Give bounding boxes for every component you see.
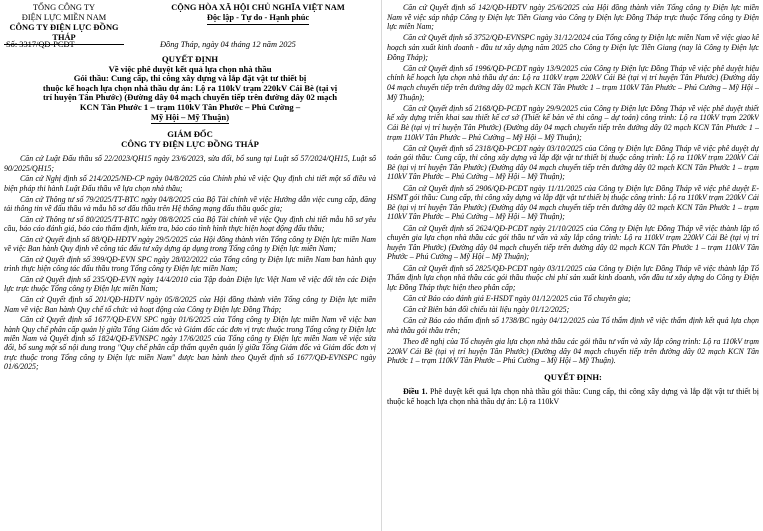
legal-basis-paragraph: Căn cứ Thông tư số 79/2025/TT-BTC ngày 04/8/2025 của Bộ Tài chính về việc Hướng dẫn việc cung cấp, đăng tải thông tin về đấu thầu và mẫu hồ sơ đấu thầu trên Hệ thống mạng đấu thầu quốc gia; xyxy=(4,194,376,213)
legal-basis-paragraph: Căn cứ Quyết định số 2624/QĐ-PCĐT ngày 21/10/2025 của Công ty Điện lực Đồng Tháp về việc thành lập tổ chuyên gia lựa chọn nhà thầu các gói thầu tư vấn và xây lắp công trình: Lộ ra 110kV trạm 220kV Cái Bè (tại vị trí huyện Tân Phước) (Đường dây 04 mạch chuyển tiếp trên đường dây 02 mạch KCN Tân Phước 1 – trạm 110kV Tân Phước – Phú Cường – Mỹ Hội – Mỹ Thuận); xyxy=(387,223,759,262)
legal-basis-paragraph: Căn cứ Quyết định số 1996/QĐ-PCĐT ngày 13/9/2025 của Công ty Điện lực Đồng Tháp về việc phê duyệt hiệu chỉnh kế hoạch lựa chọn nhà thầu dự án: Lộ ra 110kV trạm 220kV Cái Bè (tại vị trí huyện Tân Phước) (Đường dây 04 mạch chuyển tiếp trên đường dây 02 mạch KCN Tân Phước 1 – trạm 110kV Tân Phước – Phú Cường – Mỹ Hội – Mỹ Thuận); xyxy=(387,63,759,102)
decision-heading: QUYẾT ĐỊNH: xyxy=(544,371,602,382)
authority-title: GIÁM ĐỐC xyxy=(167,129,213,140)
legal-basis-paragraph: Căn cứ Quyết định số 2825/QĐ-PCĐT ngày 03/11/2025 của Công ty Điện lực Đồng Tháp về việc thành lập Tổ Thẩm định lựa chọn nhà thầu các gói thầu thuộc chi phí sản xuất kinh doanh, vốn đầu tư xây dựng do Công ty Điện lực Đồng Tháp thực hiện theo phân cấp; xyxy=(387,263,759,292)
document-number: Số: 3317/QĐ-PCĐT xyxy=(6,40,75,49)
article-1-label: Điều 1. xyxy=(403,386,428,396)
legal-basis-paragraph: Căn cứ Quyết định số 235/QĐ-EVN ngày 14/4/2010 của Tập đoàn Điện lực Việt Nam về việc đổi tên các Điện lực trực thuộc Tổng công ty Điện lực miền Nam; xyxy=(4,275,376,294)
issuing-org-block xyxy=(4,3,124,45)
org-parent-2: ĐIỆN LỰC MIỀN NAM xyxy=(21,13,107,22)
legal-basis-paragraph: Căn cứ Quyết định số 3752/QĐ-EVNSPC ngày 31/12/2024 của Tổng công ty Điện lực miền Nam về việc giao kế hoạch sản xuất kinh doanh - đầu tư xây dựng năm 2025 cho Công ty Điện lực Tiền Giang (nay là Công ty Điện lực Đồng Tháp); xyxy=(387,33,759,62)
legal-basis-paragraph: Căn cứ Nghị định số 214/2025/NĐ-CP ngày 04/8/2025 của Chính phủ về việc Quy định chi tiết một số điều và biện pháp thi hành Luật Đấu thầu về lựa chọn nhà thầu; xyxy=(4,174,376,193)
legal-basis-paragraph: Căn cứ Biên bản đối chiếu tài liệu ngày 01/12/2025; xyxy=(403,305,570,315)
document-type: QUYẾT ĐỊNH xyxy=(161,54,219,64)
article-1 xyxy=(387,387,759,406)
legal-basis-paragraph: Căn cứ Báo cáo thẩm định số 1738/BC ngày 04/12/2025 của Tổ thẩm định về việc thẩm định kết quả lựa chọn nhà thầu gói thầu trên; xyxy=(387,316,759,335)
org-parent: TỔNG CÔNG TY xyxy=(32,3,96,12)
legal-basis-paragraph: Căn cứ Quyết định số 399/QĐ-EVN SPC ngày 28/02/2022 của Tổng công ty Điện lực miền Nam ban hành quy trình thực hiện công tác đấu thầu trong Tổng công ty Điện lực miền Nam; xyxy=(4,254,376,274)
authority-org: CÔNG TY ĐIỆN LỰC ĐỒNG THÁP xyxy=(121,138,259,149)
legal-basis-paragraph: Căn cứ Luật Đấu thầu số 22/2023/QH15 ngày 23/6/2023, sửa đổi, bổ sung tại Luật số 57/2024/QH15, Luật số 90/2025/QH15; xyxy=(4,154,376,173)
title-line: Về việc phê duyệt kết quả lựa chọn nhà thầu xyxy=(108,63,272,74)
legal-basis-paragraph: Căn cứ Quyết định số 201/QĐ-HĐTV ngày 05/8/2025 của Hội đồng thành viên Tổng công ty Điện lực miền Nam về việc Ban hành Quy chế tổ chức và hoạt động của Công ty Điện lực Đồng Tháp; xyxy=(4,295,376,314)
right-page xyxy=(387,0,759,531)
title-line: trí huyện Tân Phước) (Đường dây 04 mạch chuyển tiếp trên đường dây 02 mạch xyxy=(42,92,338,103)
org-name: CÔNG TY ĐIỆN LỰC ĐỒNG THÁP xyxy=(4,23,124,45)
legal-basis-paragraph: Căn cứ Quyết định số 88/QĐ-HĐTV ngày 29/5/2025 của Hội đồng thành viên Tổng công ty Điện lực miền Nam về việc Ban hành Quy định về công tác đấu tư xây dựng áp dụng trong Tổng công ty Điện lực miền Nam; xyxy=(4,234,376,254)
title-line: Gói thầu: Cung cấp, thi công xây dựng và lắp đặt vật tư thiết bị xyxy=(73,73,307,84)
legal-basis-paragraph: Căn cứ Quyết định số 2318/QĐ-PCĐT ngày 03/10/2025 của Công ty Điện lực Đồng Tháp về việc phê duyệt dự toán gói thầu: Cung cấp, thi công xây dựng và lắp đặt vật tư thiết bị thuộc công trình: Lộ ra 110kV trạm 220kV Cái Bè (tại vị trí huyện Tân Phước) (Đường dây 04 mạch chuyển tiếp trên đường dây 02 mạch KCN Tân Phước 1 – trạm 110kV Tân Phước – Phú Cường – Mỹ Hội – Mỹ Thuận); xyxy=(387,143,759,182)
place-and-date: Đồng Tháp, ngày 04 tháng 12 năm 2025 xyxy=(160,40,296,49)
national-header-block xyxy=(140,3,376,25)
legal-basis-paragraph: Căn cứ Báo cáo đánh giá E-HSDT ngày 01/12/2025 của Tổ chuyên gia; xyxy=(403,293,631,303)
page-divider xyxy=(381,0,382,531)
legal-basis-paragraph: Căn cứ Quyết định số 1677/QĐ-EVN SPC ngày 01/6/2025 của Tổng công ty Điện lực miền Nam về việc ban hành Quy chế phân cấp quản lý giữa Tổng Giám đốc và Giám đốc các đơn vị trực thuộc trong Tổng công ty Điện lực miền Nam và Quyết định số 1824/QĐ-EVNSPC ngày 17/6/2025 của Tổng công ty Điện lực miền Nam về việc sửa đổi, bổ sung một số nội dung trong "Quy chế phân cấp thẩm quyền quản lý giữa Tổng Giám đốc và Giám đốc đơn vị trực thuộc trong Tổng công ty Điện lực miền Nam" được ban hành theo Quyết định số 1677/QĐ-EVNSPC ngày 01/6/2025; xyxy=(4,315,376,372)
document-header xyxy=(4,0,376,40)
legal-basis-paragraph: Căn cứ Thông tư số 80/2025/TT-BTC ngày 08/8/2025 của Bộ Tài chính về việc Quy định chi tiết mẫu hồ sơ yêu cầu, báo cáo đánh giá, báo cáo thẩm định, kiểm tra, báo cáo tình hình thực hiện hoạt động đấu thầu; xyxy=(4,214,376,234)
left-page xyxy=(4,0,376,531)
article-1-text: Phê duyệt kết quả lựa chọn nhà thầu gói thầu: Cung cấp, thi công xây dựng và lắp đặt vật tư thiết bị thuộc kế hoạch lựa chọn nhà thầu dự án: Lộ ra 110kV xyxy=(387,386,759,406)
national-motto: Độc lập - Tự do - Hạnh phúc xyxy=(207,13,309,25)
title-line: thuộc kế hoạch lựa chọn nhà thầu dự án: Lộ ra 110kV trạm 220kV Cái Bè (tại vị xyxy=(42,82,338,93)
legal-basis-paragraph: Căn cứ Quyết định số 142/QĐ-HĐTV ngày 25/6/2025 của Hội đồng thành viên Tổng công ty Điện lực miền Nam về việc sáp nhập Công ty Điện lực Tiền Giang vào Công ty Điện lực Đồng Tháp trực thuộc Tổng công ty Điện lực miền Nam; xyxy=(387,3,759,32)
legal-basis-paragraph: Theo đề nghị của Tổ chuyên gia lựa chọn nhà thầu các gói thầu tư vấn và xây lắp công trình: Lộ ra 110kV trạm 220kV Cái Bè (tại vị trí huyện Tân Phước) (Đường dây 04 mạch chuyển tiếp trên đường dây 02 mạch KCN Tân Phước 1 – trạm 110kV Tân Phước – Phú Cường – Mỹ Hội – Mỹ Thuận). xyxy=(387,337,759,366)
title-line: KCN Tân Phước 1 – trạm 110kV Tân Phước – Phú Cường – xyxy=(79,101,301,112)
legal-basis-paragraph: Căn cứ Quyết định số 2168/QĐ-PCĐT ngày 29/9/2025 của Công ty Điện lực Đồng Tháp về việc phê duyệt thiết kế xây dựng triển khai sau thiết kế cơ sở (Thiết kế bản vẽ thi công – dự toán) công trình: Lộ ra 110kV trạm 220kV Cái Bè (tại vị trí huyện Tân Phước) (Đường dây 04 mạch chuyển tiếp trên đường dây 02 mạch KCN Tân Phước 1 – trạm 110kV Tân Phước – Phú Cường – Mỹ Hội – Mỹ Thuận); xyxy=(387,103,759,142)
title-line: Mỹ Hội – Mỹ Thuận) xyxy=(151,113,229,125)
legal-basis-paragraph: Căn cứ Quyết định số 2906/QĐ-PCĐT ngày 11/11/2025 của Công ty Điện lực Đồng Tháp về việc phê duyệt E-HSMT gói thầu: Cung cấp, thi công xây dựng và lắp đặt vật tư thiết bị thuộc công trình: Lộ ra 110kV trạm 220kV Cái Bè (tại vị trí huyện Tân Phước) (Đường dây 04 mạch chuyển tiếp trên đường dây 02 mạch KCN Tân Phước 1 – trạm 110kV Tân Phước – Phú Cường – Mỹ Hội – Mỹ Thuận); xyxy=(387,183,759,222)
country-name: CỘNG HÒA XÃ HỘI CHỦ NGHĨA VIỆT NAM xyxy=(171,3,345,12)
